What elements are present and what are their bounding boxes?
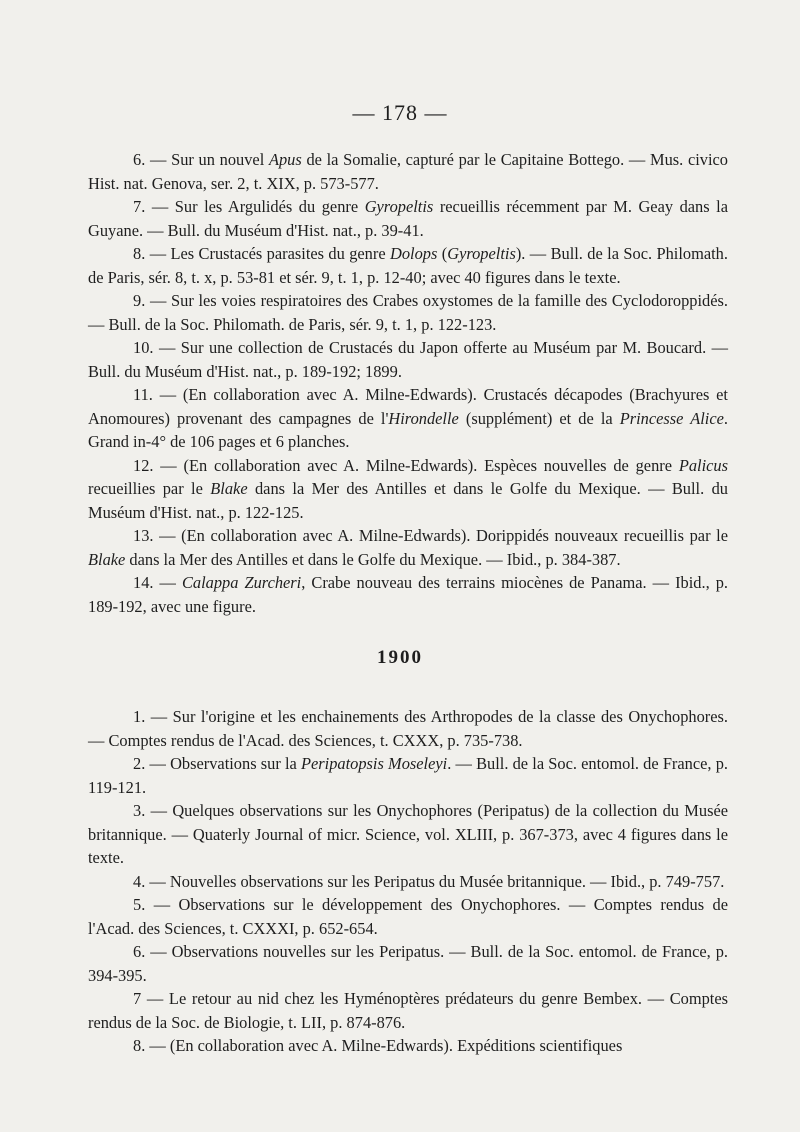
year-heading: 1900	[377, 647, 423, 668]
entry-number: 2.	[133, 754, 146, 773]
bibliography-entry	[88, 242, 728, 289]
bibliography-entry	[88, 987, 728, 1034]
entry-text: — Quelques observations sur les Onychophores (Peripatus) de la collection du Musée britannique. — Quaterly Journal of micr. Science, vol. XLIII, p. 367-373, avec 4 figures dans le texte.	[88, 801, 728, 867]
bibliography-entry	[88, 454, 728, 525]
entry-text: — Observations nouvelles sur les Peripatus. — Bull. de la Soc. entomol. de France, p. 394-395.	[88, 942, 728, 985]
bibliography-entry	[88, 799, 728, 870]
bibliography-entry	[88, 524, 728, 571]
entry-number: 9.	[133, 291, 146, 310]
entry-text: — (En collaboration avec A. Milne-Edwards). Espèces nouvelles de genre Palicus recueillies par le Blake dans la Mer des Antilles et dans le Golfe du Mexique. — Bull. du Muséum d'Hist. nat., p. 122-125.	[88, 455, 728, 522]
entry-number: 8.	[133, 244, 146, 263]
bibliography-entry	[88, 940, 728, 987]
entry-text: — (En collaboration avec A. Milne-Edwards). Expéditions scientifiques	[149, 1036, 623, 1055]
entry-number: 8.	[133, 1036, 146, 1055]
entry-text: — Observations sur la Peripatopsis Moseleyi. — Bull. de la Soc. entomol. de France, p. 119-121.	[88, 754, 728, 797]
entry-text: — Nouvelles observations sur les Peripatus du Musée britannique. — Ibid., p. 749-757.	[149, 871, 725, 891]
entry-text: — (En collaboration avec A. Milne-Edwards). Dorippidés nouveaux recueillis par le Blake dans la Mer des Antilles et dans le Golfe du Mexique. — Ibid., p. 384-387.	[88, 526, 728, 569]
entry-text: — (En collaboration avec A. Milne-Edwards). Crustacés décapodes (Brachyures et Anomoures) provenant des campagnes de l'Hirondelle (supplément) et de la Princesse Alice. Grand in-4° de 106 pages et 6 planches.	[88, 385, 728, 451]
entry-text: — Sur un nouvel Apus de la Somalie, capturé par le Capitaine Bottego. — Mus. civico Hist. nat. Genova, ser. 2, t. XIX, p. 573-577.	[88, 150, 728, 193]
bibliography-list-1899	[88, 148, 728, 618]
bibliography-entry	[88, 383, 728, 454]
bibliography-entry	[88, 336, 728, 383]
bibliography-entry	[88, 893, 728, 940]
entry-text: — Calappa Zurcheri, Crabe nouveau des terrains miocènes de Panama. — Ibid., p. 189-192, avec une figure.	[88, 573, 728, 616]
entry-number: 6.	[133, 150, 146, 169]
entry-number: 5.	[133, 895, 146, 914]
entry-number: 7	[133, 989, 142, 1008]
bibliography-entry	[88, 289, 728, 336]
entry-text: — Le retour au nid chez les Hyménoptères prédateurs du genre Bembex. — Comptes rendus de la Soc. de Biologie, t. LII, p. 874-876.	[88, 989, 728, 1032]
bibliography-entry	[88, 571, 728, 618]
bibliography-list-1900	[88, 705, 728, 1058]
entry-number: 7.	[133, 197, 146, 216]
bibliography-entry	[88, 752, 728, 799]
entry-number: 11.	[133, 385, 153, 404]
entry-text: — Sur une collection de Crustacés du Japon offerte au Muséum par M. Boucard. — Bull. du Muséum d'Hist. nat., p. 189-192; 1899.	[88, 338, 728, 381]
entry-number: 1.	[133, 707, 146, 726]
bibliography-entry	[88, 148, 728, 195]
entry-text: — Sur l'origine et les enchainements des Arthropodes de la classe des Onychophores. — Comptes rendus de l'Acad. des Sciences, t. CXXX, p. 735-738.	[88, 707, 729, 750]
entry-number: 4.	[133, 871, 146, 891]
entry-text: — Sur les Argulidés du genre Gyropeltis recueillis récemment par M. Geay dans la Guyane. — Bull. du Muséum d'Hist. nat., p. 39-41.	[88, 197, 728, 240]
bibliography-entry	[88, 870, 728, 894]
bibliography-entry	[88, 195, 728, 242]
bibliography-entry	[88, 705, 728, 752]
entry-number: 14.	[133, 573, 154, 592]
bibliography-entry	[88, 1034, 728, 1058]
entry-text: — Les Crustacés parasites du genre Dolops (Gyropeltis). — Bull. de la Soc. Philomath. de Paris, sér. 8, t. x, p. 53-81 et sér. 9, t. 1, p. 12-40; avec 40 figures dans le texte.	[88, 244, 728, 287]
entry-text: — Observations sur le développement des Onychophores. — Comptes rendus de l'Acad. des Sciences, t. CXXXI, p. 652-654.	[88, 895, 728, 938]
entry-number: 10.	[133, 338, 154, 357]
entry-number: 3.	[133, 801, 146, 820]
entry-text: — Sur les voies respiratoires des Crabes oxystomes de la famille des Cyclodoroppidés. — Bull. de la Soc. Philomath. de Paris, sér. 9, t. 1, p. 122-123.	[88, 291, 728, 334]
entry-number: 13.	[133, 526, 154, 545]
entry-number: 6.	[133, 942, 146, 961]
page-number: — 178 —	[352, 100, 448, 125]
entry-number: 12.	[133, 455, 154, 475]
